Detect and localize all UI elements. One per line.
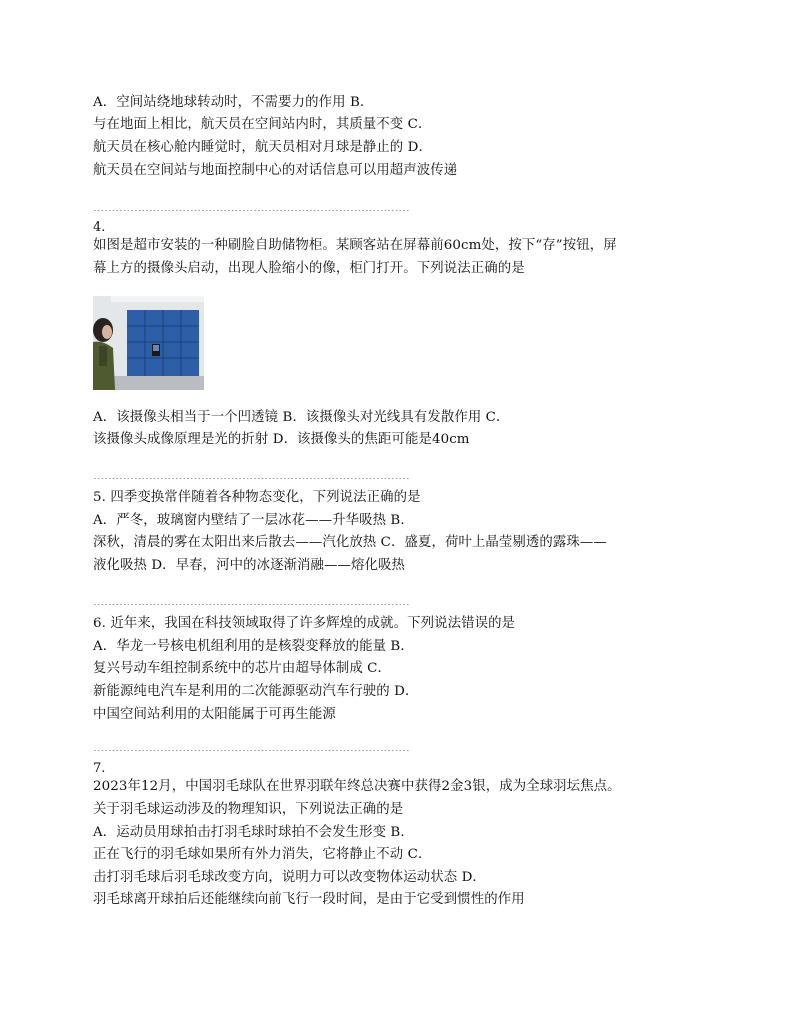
q7-number: 7. [93, 761, 106, 776]
separator-2: ------------------------------------------------------------------------------------- [93, 475, 410, 482]
q7-line-2: 关于羽毛球运动涉及的物理知识，下列说法正确的是 [93, 802, 404, 817]
separator-3: ------------------------------------------------------------------------------------- [93, 601, 410, 608]
q3-line-1: A．空间站绕地球转动时，不需要力的作用 B． [93, 95, 374, 110]
face-recognition-locker-photo [93, 296, 204, 390]
q3-line-3: 航天员在核心舱内睡觉时，航天员相对月球是静止的 D． [93, 140, 432, 155]
q4-number: 4. [93, 220, 106, 235]
locker-photo-icon [93, 296, 204, 390]
q6-line-5: 中国空间站利用的太阳能属于可再生能源 [93, 707, 336, 722]
q3-line-2: 与在地面上相比，航天员在空间站内时，其质量不变 C． [93, 117, 432, 132]
q7-line-5: 击打羽毛球后羽毛球改变方向，说明力可以改变物体运动状态 D． [93, 870, 486, 885]
q7-line-1: 2023年12月，中国羽毛球队在世界羽联年终总决赛中获得2金3银，成为全球羽坛焦点。 [93, 779, 621, 794]
q5-line-3: 深秋，清晨的雾在太阳出来后散去——汽化放热 C．盛夏，荷叶上晶莹剔透的露珠—— [93, 535, 607, 550]
q5-line-2: A．严冬，玻璃窗内壁结了一层冰花——升华吸热 B． [93, 513, 414, 528]
q4-option-line-1: A．该摄像头相当于一个凹透镜 B．该摄像头对光线具有发散作用 C． [93, 410, 510, 425]
q6-line-2: A．华龙一号核电机组利用的是核裂变释放的能量 B． [93, 639, 414, 654]
q7-line-6: 羽毛球离开球拍后还能继续向前飞行一段时间，是由于它受到惯性的作用 [93, 892, 525, 907]
separator-1: ------------------------------------------------------------------------------------- [93, 207, 410, 214]
q7-line-4: 正在飞行的羽毛球如果所有外力消失，它将静止不动 C． [93, 847, 432, 862]
q7-line-3: A．运动员用球拍击打羽毛球时球拍不会发生形变 B． [93, 825, 414, 840]
q5-line-1: 5. 四季变换常伴随着各种物态变化，下列说法正确的是 [93, 490, 421, 505]
q6-line-3: 复兴号动车组控制系统中的芯片由超导体制成 C． [93, 661, 392, 676]
q5-line-4: 液化吸热 D．早春，河中的冰逐渐消融——熔化吸热 [93, 558, 405, 573]
q6-line-1: 6. 近年来，我国在科技领域取得了许多辉煌的成就。下列说法错误的是 [93, 616, 516, 631]
q4-stem-line-2: 幕上方的摄像头启动，出现人脸缩小的像，柜门打开。下列说法正确的是 [93, 261, 525, 276]
q3-line-4: 航天员在空间站与地面控制中心的对话信息可以用超声波传递 [93, 163, 458, 178]
q4-option-line-2: 该摄像头成像原理是光的折射 D．该摄像头的焦距可能是40cm [93, 432, 470, 447]
q4-stem-line-1: 如图是超市安装的一种刷脸自助储物柜。某顾客站在屏幕前60cm处，按下“存”按钮，屏 [93, 238, 617, 253]
separator-4: ------------------------------------------------------------------------------------- [93, 747, 410, 754]
q6-line-4: 新能源纯电汽车是利用的二次能源驱动汽车行驶的 D． [93, 684, 419, 699]
